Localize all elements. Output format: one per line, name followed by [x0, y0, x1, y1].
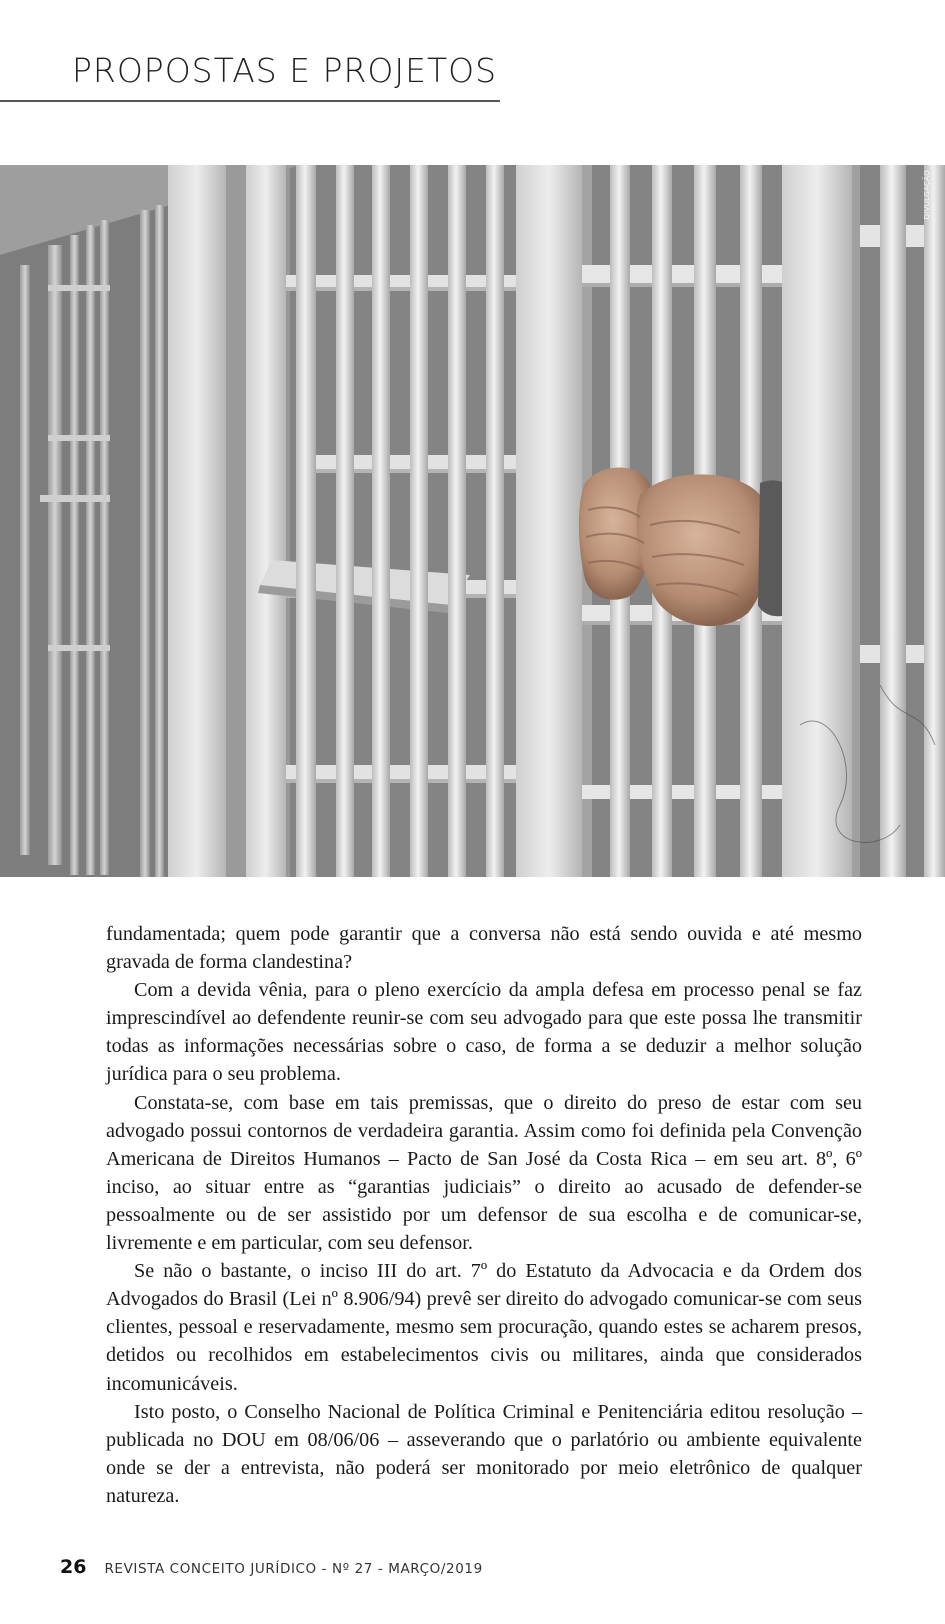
paragraph: Isto posto, o Conselho Nacional de Política Criminal e Penitenciária editou resolução – publicada no DOU em 08/06/06 – asseverando que o parlatório ou ambiente equivalente onde se der a entrevista, não poderá ser monitorado por meio eletrônico de qualquer natureza. [106, 1400, 862, 1507]
photo-credit: DIVULGAÇÃO [923, 170, 931, 220]
paragraph: Com a devida vênia, para o pleno exercício da ampla defesa em processo penal se faz imprescindível ao defendente reunir-se com seu advogado para que este possa lhe transmitir todas as informações necessárias sobre o caso, de forma a se deduzir a melhor solução jurídica para o seu problema. [106, 979, 862, 1086]
article-body [106, 920, 862, 1510]
paragraph: Se não o bastante, o inciso III do art. 7º do Estatuto da Advocacia e da Ordem dos Advogados do Brasil (Lei nº 8.906/94) prevê ser direito do advogado comunicar-se com seus clientes, pessoal e reservadamente, mesmo sem procuração, quando estes se acharem presos, detidos ou recolhidos em estabelecimentos civis ou militares, ainda que considerados incomunicáveis. [106, 1260, 862, 1395]
page-footer [60, 1556, 483, 1578]
title-rule [0, 100, 500, 102]
page-number: 26 [60, 1556, 87, 1578]
paragraph: Constata-se, com base em tais premissas, que o direito do preso de estar com seu advogado possui contornos de verdadeira garantia. Assim como foi definida pela Convenção Americana de Direitos Humanos – Pacto de San José da Costa Rica – em seu art. 8º, 6º inciso, ao situar entre as “garantias judiciais” o direito ao acusado de defender-se pessoalmente ou de ser assistido por um defensor de sua escolha e de comunicar-se, livremente e em particular, com seu defensor. [106, 1091, 862, 1255]
publication-info: REVISTA CONCEITO JURÍDICO - Nº 27 - MARÇO/2019 [104, 1561, 483, 1577]
paragraph: fundamentada; quem pode garantir que a conversa não está sendo ouvida e até mesmo gravada de forma clandestina? [106, 923, 862, 974]
prison-bars-photo [0, 165, 945, 877]
section-title: PROPOSTAS E PROJETOS [72, 51, 498, 90]
